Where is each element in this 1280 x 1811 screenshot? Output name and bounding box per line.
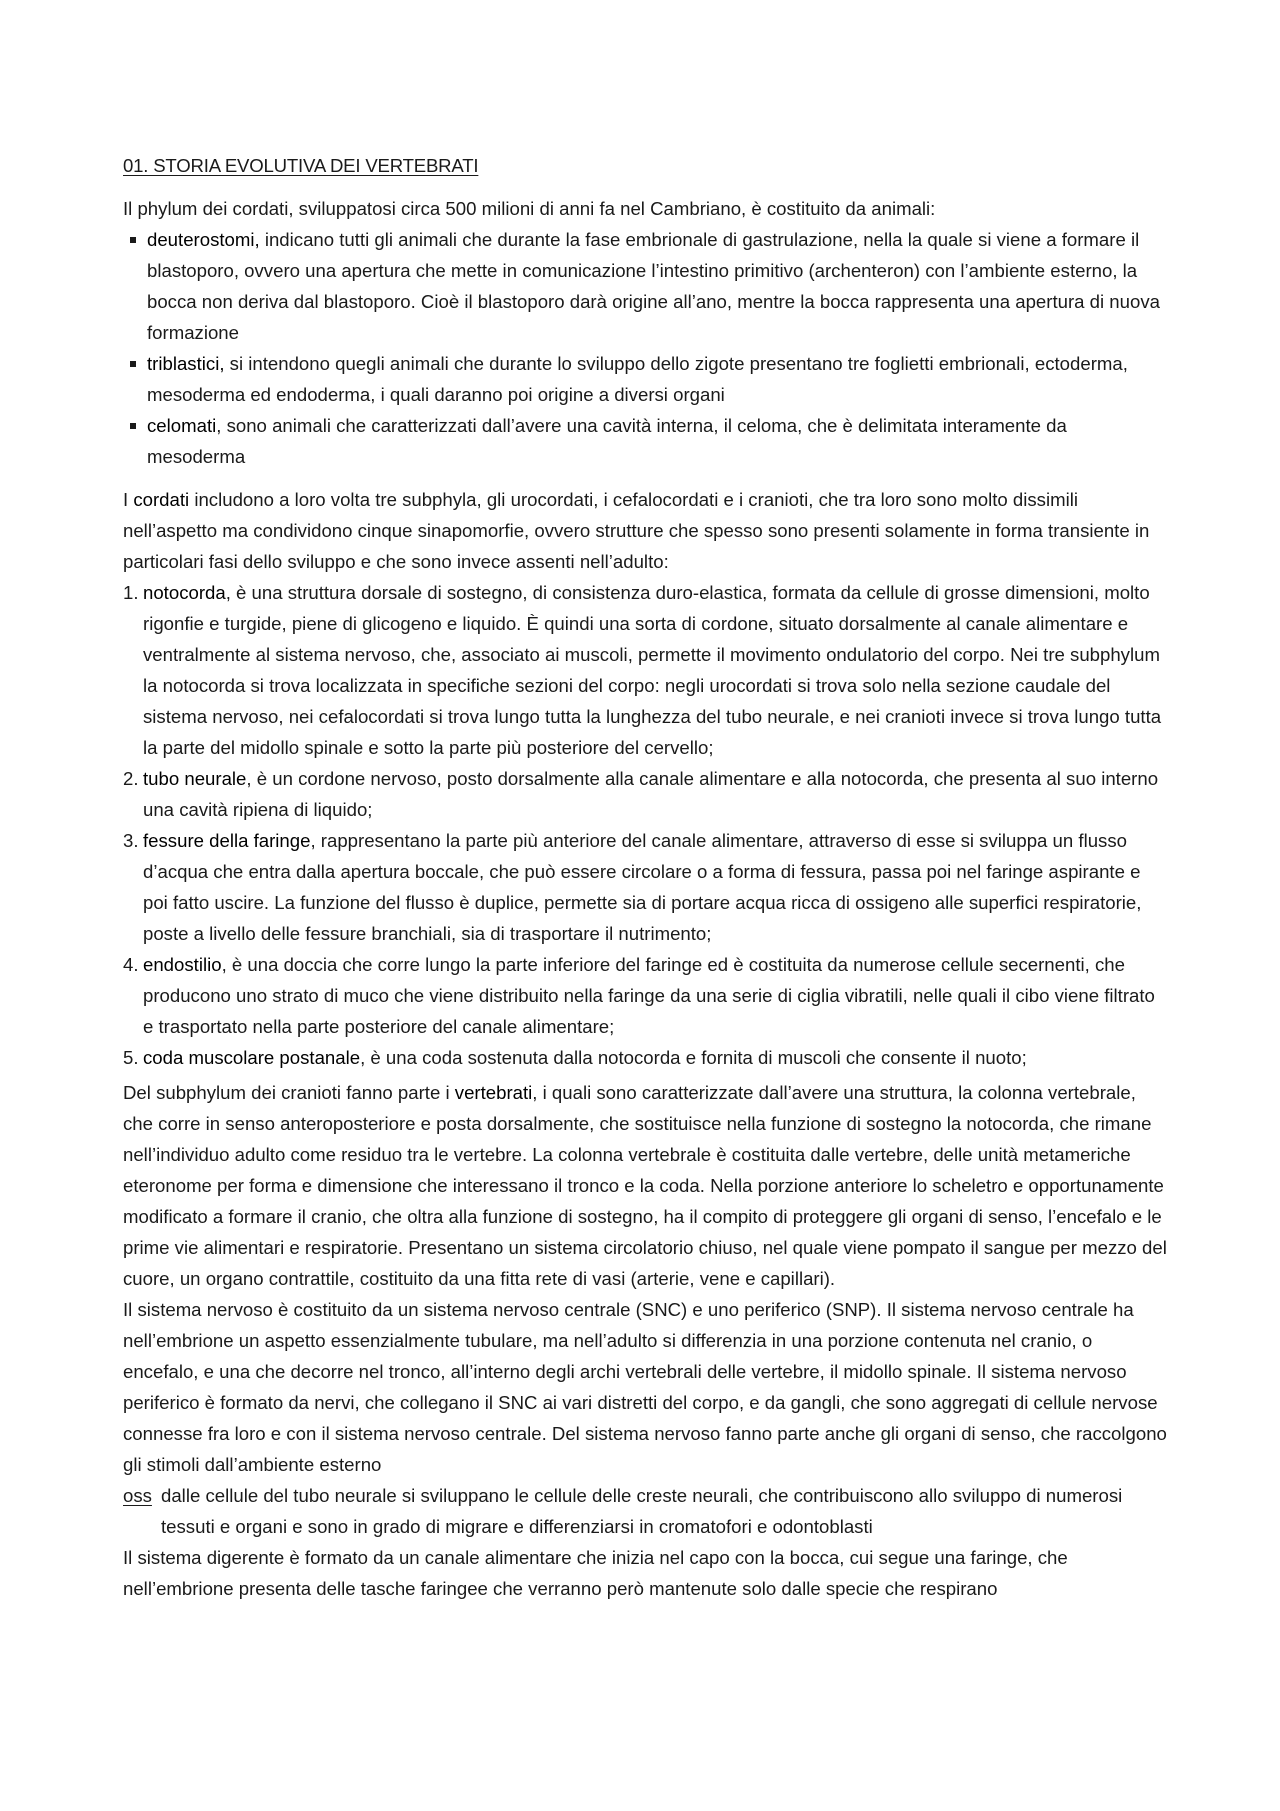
oss-text: dalle cellule del tubo neurale si sviluppano le cellule delle creste neurali, che contribuiscono allo sviluppo di numerosi tessuti e organi e sono in grado di migrare e differenziarsi in cromatofori e odontoblasti (161, 1485, 1123, 1537)
page-title: 01. STORIA EVOLUTIVA DEI VERTEBRATI (123, 155, 479, 176)
list-item (123, 1042, 1168, 1073)
term-coda-muscolare: coda muscolare postanale (143, 1047, 361, 1068)
list-item-text: , rappresentano la parte più anteriore del canale alimentare, attraverso di esse si sviluppa un flusso d’acqua che entra dalla apertura boccale, che può essere circolare o a forma di fessura, passa poi nel faringe aspirante e poi fatto uscire. La funzione del flusso è duplice, permette sia di portare acqua ricca di ossigeno alle superfici respiratorie, poste a livello delle fessure branchiali, sia di trasportare il nutrimento; (143, 830, 1142, 944)
term-deuterostomi: deuterostomi, (147, 229, 260, 250)
term-endostilio: endostilio (143, 954, 222, 975)
list-item (123, 949, 1168, 1042)
oss-note (123, 1480, 1168, 1542)
characteristics-list (123, 224, 1168, 472)
cordati-paragraph (123, 484, 1168, 577)
list-item-text: , è una struttura dorsale di sostegno, di consistenza duro-elastica, formata da cellule di grosse dimensioni, molto rigonfie e turgide, piene di glicogeno e liquido. È quindi una sorta di cordone, situato dorsalmente al canale alimentare e ventralmente al sistema nervoso, che, associato ai muscoli, permette il movimento ondulatorio del corpo. Nei tre subphylum la notocorda si trova localizzata in specifiche sezioni del corpo: negli urocordati si trova solo nella sezione caudale del sistema nervoso, nei cefalocordati si trova lungo tutta la lunghezza del tubo neurale, e nei cranioti invece si trova lungo tutta la parte del midollo spinale e sotto la parte più posteriore del cervello; (143, 582, 1162, 758)
intro-paragraph: Il phylum dei cordati, sviluppatosi circa 500 milioni di anni fa nel Cambriano, è costituito da animali: (123, 198, 936, 219)
list-number: 2. (123, 768, 139, 789)
list-item-text: , è una doccia che corre lungo la parte inferiore del faringe ed è costituita da numerose cellule secernenti, che producono uno strato di muco che viene distribuito nella faringe da una serie di ciglia vibratili, nelle quali il cibo viene filtrato e trasportato nella parte posteriore del canale alimentare; (143, 954, 1155, 1037)
list-item-text: indicano tutti gli animali che durante la fase embrionale di gastrulazione, nella la quale si viene a formare il blastoporo, ovvero una apertura che mette in comunicazione l’intestino primitivo (archenteron) con l’ambiente esterno, la bocca non deriva dal blastoporo. Cioè il blastoporo darà origine all’ano, mentre la bocca rappresenta una apertura di nuova formazione (147, 229, 1160, 343)
oss-label: oss (123, 1485, 152, 1506)
list-item (123, 763, 1168, 825)
term-cordati: cordati (133, 489, 190, 510)
nervoso-paragraph: Il sistema nervoso è costituito da un sistema nervoso centrale (SNC) e uno periferico (SNP). Il sistema nervoso centrale ha nell’embrione un aspetto essenzialmente tubulare, ma nell’adulto si differenzia in una porzione contenuta nel cranio, o encefalo, e una che decorre nel tronco, all’interno degli archi vertebrali delle vertebre, il midollo spinale. Il sistema nervoso periferico è formato da nervi, che collegano il SNC ai vari distretti del corpo, e da gangli, che sono aggregati di cellule nervose connesse fra loro e con il sistema nervoso centrale. Del sistema nervoso fanno parte anche gli organi di senso, che raccolgono gli stimoli dall’ambiente esterno (123, 1299, 1167, 1475)
list-item (123, 410, 1168, 472)
list-item (123, 825, 1168, 949)
paragraph-lead: Del subphylum dei cranioti fanno parte i (123, 1082, 455, 1103)
synapomorphies-list (123, 577, 1168, 1073)
term-celomati: celomati (147, 415, 217, 436)
list-item (123, 348, 1168, 410)
list-item (123, 224, 1168, 348)
list-number: 4. (123, 954, 139, 975)
term-fessure-faringe: fessure della faringe (143, 830, 311, 851)
term-vertebrati: vertebrati (454, 1082, 533, 1103)
list-item (123, 577, 1168, 763)
list-number: 5. (123, 1047, 139, 1068)
list-number: 3. (123, 830, 139, 851)
digerente-paragraph: Il sistema digerente è formato da un canale alimentare che inizia nel capo con la bocca, cui segue una faringe, che nell’embrione presenta delle tasche faringee che verranno però mantenute solo dalle specie che respirano (123, 1547, 1068, 1599)
vertebrati-paragraph (123, 1077, 1168, 1294)
list-item-text: , sono animali che caratterizzati dall’avere una cavità interna, il celoma, che è delimitata interamente da mesoderma (147, 415, 1067, 467)
paragraph-text: , i quali sono caratterizzate dall’avere una struttura, la colonna vertebrale, che corre in senso anteroposteriore e posta dorsalmente, che sostituisce nella funzione di sostegno la notocorda, che rimane nell’individuo adulto come residuo tra le vertebre. La colonna vertebrale è costituita dalle vertebre, delle unità metameriche eteronome per forma e dimensione che interessano il tronco e la coda. Nella porzione anteriore lo scheletro e opportunamente modificato a formare il cranio, che oltra alla funzione di sostegno, ha il compito di proteggere gli organi di senso, l’encefalo e le prime vie alimentari e respiratorie. Presentano un sistema circolatorio chiuso, nel quale viene pompato il sangue per mezzo del cuore, un organo contrattile, costituito da una fitta rete di vasi (arterie, vene e capillari). (123, 1082, 1167, 1289)
document-page (123, 150, 1168, 1604)
term-tubo-neurale: tubo neurale (143, 768, 247, 789)
paragraph-lead: I (123, 489, 134, 510)
list-item-text: , è una coda sostenuta dalla notocorda e fornita di muscoli che consente il nuoto; (360, 1047, 1027, 1068)
list-number: 1. (123, 582, 139, 603)
list-item-text: , è un cordone nervoso, posto dorsalmente alla canale alimentare e alla notocorda, che presenta al suo interno una cavità ripiena di liquido; (143, 768, 1159, 820)
paragraph-text: includono a loro volta tre subphyla, gli urocordati, i cefalocordati e i cranioti, che tra loro sono molto dissimili nell’aspetto ma condividono cinque sinapomorfie, ovvero strutture che spesso sono presenti solamente in forma transiente in particolari fasi dello sviluppo e che sono invece assenti nell’adulto: (123, 489, 1150, 572)
list-item-text: si intendono quegli animali che durante lo sviluppo dello zigote presentano tre foglietti embrionali, ectoderma, mesoderma ed endoderma, i quali daranno poi origine a diversi organi (147, 353, 1128, 405)
term-notocorda: notocorda (143, 582, 226, 603)
term-triblastici: triblastici, (147, 353, 225, 374)
